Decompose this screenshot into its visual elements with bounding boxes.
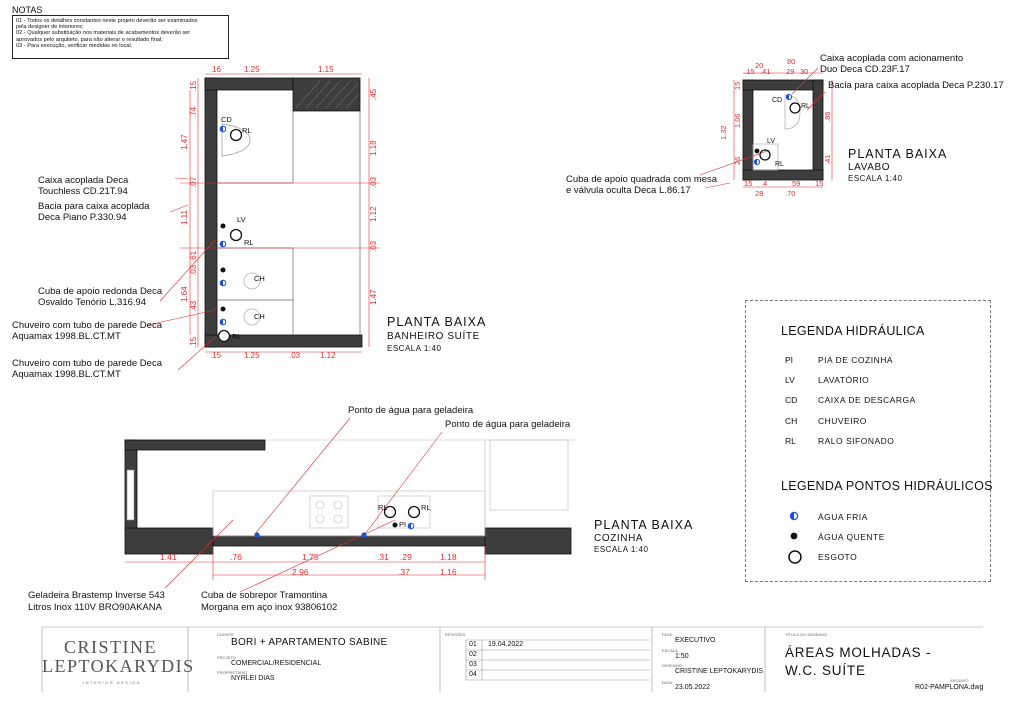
cliente-value: BORI + APARTAMENTO SABINE (231, 637, 388, 648)
lavabo-callout: Cuba de apoio quadrada com mesa (566, 174, 718, 185)
bath-dim-left: .61 (189, 250, 198, 262)
desenho-label: DESENHO (662, 663, 682, 668)
kitchen-dim: 2.96 (292, 567, 309, 577)
legend-ponto-label: ÁGUA QUENTE (818, 532, 885, 542)
bath-hydraulic-symbols (219, 126, 242, 341)
esgoto-icon (231, 230, 242, 241)
bath-dim-right: .45 (369, 88, 378, 100)
cliente-label: CLIENTE (217, 632, 234, 637)
kitchen-window (127, 470, 134, 520)
revisao-number: 01 (469, 641, 477, 648)
bath-label-rl: RL (232, 332, 242, 341)
kitchen-dim: .37 (398, 567, 410, 577)
lavabo-dim-left: 1.32 (719, 125, 728, 140)
escala-label: ESCALA (662, 648, 678, 653)
bath-dim-right: 1.18 (369, 140, 378, 156)
revisao-date: 19.04.2022 (488, 641, 524, 648)
note-line: 02 - Qualquer substituição nos materiais de acabamentos deverão ser (16, 30, 191, 37)
kitchen-dim: 1.41 (160, 552, 177, 562)
lavabo-label-rl: RL (775, 161, 784, 168)
lavabo-dim-top: 30 (800, 67, 809, 76)
bath-dim-left: .43 (189, 300, 198, 312)
fase-value: EXECUTIVO (675, 637, 716, 644)
note-line: 01 - Todos os detalhes constantes neste projeto deverão ser examinados (16, 18, 198, 24)
kitchen-plan (125, 418, 575, 592)
bath-callout: Chuveiro com tubo de parede Deca (12, 358, 162, 369)
esgoto-icon (409, 507, 420, 518)
lavabo-wall-left (743, 80, 753, 180)
data-value: 23.05.2022 (675, 684, 711, 691)
bath-label-ch: CH (254, 312, 265, 321)
lavabo-plan-subtitle: LAVABO (848, 162, 891, 173)
lavabo-dim-bottom: 28 (755, 189, 764, 198)
lavabo-plan-scale: ESCALA 1:40 (848, 174, 903, 183)
legend-code: CH (785, 416, 798, 426)
bath-label-rl: RL (242, 126, 252, 135)
lavabo-dim-right: .41 (823, 154, 832, 165)
lavabo-dim-top: .15 (744, 67, 755, 76)
kitchen-wall-bottom-left (125, 528, 213, 554)
bath-callout: Cuba de apoio redonda Deca (38, 286, 163, 297)
escala-value: 1:50 (675, 653, 689, 660)
bath-dim-bottom: 1.12 (320, 351, 336, 360)
lavabo-callout: e válvula oculta Deca L.86.17 (566, 185, 691, 196)
esgoto-icon (790, 103, 800, 113)
legend-code: CD (785, 395, 798, 405)
revisao-number: 04 (469, 671, 477, 678)
proprietario-label: PROPRIETÁRIO (217, 670, 248, 675)
legend-label: LAVATÓRIO (818, 375, 870, 385)
kitchen-callout: Geladeira Brastemp Inverse 543 (28, 590, 165, 601)
legend-pontos-title: LEGENDA PONTOS HIDRÁULICOS (781, 479, 993, 493)
agua-quente-icon (221, 307, 226, 312)
bath-plan-scale: ESCALA 1:40 (387, 344, 442, 353)
lavabo-label-cd: CD (772, 97, 783, 104)
kitchen-label-rl: RL (378, 503, 388, 512)
lavabo-callout: Caixa acoplada com acionamento (820, 53, 964, 64)
bath-dim-right: 1.47 (369, 289, 378, 305)
kitchen-wall-top (125, 440, 265, 450)
note-line: aprovados pelo arquiteto, para não alterar o resultado final; (16, 36, 163, 43)
bath-dim-bottom: .15 (210, 351, 222, 360)
bath-wall-block (293, 78, 360, 111)
bath-dim-top: 1.25 (244, 65, 260, 74)
lavabo-dim-bottom: 15 (744, 179, 753, 188)
kitchen-callout: Cuba de sobrepor Tramontina (201, 590, 328, 601)
bath-label-cd: CD (221, 115, 232, 124)
lavabo-dim-bottom: .70 (785, 189, 796, 198)
kitchen-callout: Litros Inox 110V BRO90AKANA (28, 602, 162, 613)
bath-plan-subtitle: BANHEIRO SUÍTE (387, 331, 480, 342)
desenho-value: CRISTINE LEPTOKARYDIS (675, 668, 764, 675)
kitchen-label-pi: PI (399, 520, 407, 529)
titulo-line2: W.C. SUÍTE (785, 663, 866, 678)
bath-dim-left: 1.47 (180, 134, 189, 150)
bath-wall-left (205, 78, 217, 347)
kitchen-dim: 1.75 (302, 552, 319, 562)
legend-label: CHUVEIRO (818, 416, 867, 426)
agua-quente-icon (221, 268, 226, 273)
bath-plan-title: PLANTA BAIXA (387, 315, 487, 329)
bath-dim-left: .03 (189, 264, 198, 276)
lavabo-dim-top: 20 (755, 61, 764, 70)
logo-line2: LEPTOKARYDIS (42, 656, 195, 676)
kitchen-plan-subtitle: COZINHA (594, 533, 644, 544)
titulo-line1: ÁREAS MOLHADAS - (785, 645, 932, 660)
bath-callout: Touchless CD.21T.94 (38, 186, 128, 197)
kitchen-callout: Ponto de água para geladeira (445, 419, 571, 430)
projeto-value: COMERCIAL/RESIDENCIAL (231, 660, 322, 667)
agua-quente-icon (221, 224, 226, 229)
bath-dim-right: 1.12 (369, 206, 378, 222)
bath-dim-left: .07 (189, 176, 198, 188)
note-line: 03 - Para execução, verificar medidas no local. (16, 42, 133, 49)
lavabo-wall-bottom (743, 170, 823, 180)
lavabo-dim-bottom: 59 (792, 179, 801, 188)
kitchen-dim: 1.16 (440, 567, 457, 577)
bath-dim-left: .74 (189, 106, 198, 118)
kitchen-plan-scale: ESCALA 1:40 (594, 545, 649, 554)
legend-ponto-label: ÁGUA FRIA (818, 512, 868, 522)
lavabo-dim-bottom: 4 (763, 179, 768, 188)
lavabo-dim-top: 80 (787, 57, 796, 66)
notes-title: NOTAS (12, 5, 43, 15)
bath-callout: Caixa acoplada Deca (38, 175, 129, 186)
kitchen-label-rl: RL (421, 503, 431, 512)
esgoto-icon (231, 130, 242, 141)
logo-line1: CRISTINE (64, 637, 157, 657)
bath-dim-right: .03 (369, 176, 378, 188)
kitchen-callout: Ponto de água para geladeira (348, 405, 474, 416)
bath-callout: Aquamax 1998.BL.CT.MT (12, 331, 121, 342)
lavabo-plan (700, 57, 832, 198)
lavabo-callout: Bacia para caixa acoplada Deca P.230.17 (828, 80, 1004, 91)
lavabo-dim-top: 29 (786, 67, 795, 76)
lavabo-dim-right: .86 (823, 111, 832, 122)
kitchen-callout: Morgana em aço inox 93806102 (201, 602, 338, 613)
bath-callout: Osvaldo Tenório L.316.94 (38, 297, 147, 308)
bath-dim-bottom: .03 (289, 351, 301, 360)
legend-code: RL (785, 436, 796, 446)
agua-quente-icon (393, 523, 398, 528)
lavabo-label-lv: LV (767, 138, 776, 145)
note-line: pela designer de interiores; (16, 24, 84, 31)
lavabo-dim-left: 15 (733, 81, 742, 90)
bath-label-lv: LV (237, 215, 246, 224)
bath-dim-top: 16 (212, 65, 221, 74)
bath-dim-left: .15 (189, 80, 198, 92)
bath-dim-left: .15 (189, 336, 198, 348)
titulo-label: TÍTULO DO DESENHO (785, 632, 828, 637)
arquivo-label: ARQUIVO (950, 678, 969, 683)
kitchen-plan-title: PLANTA BAIXA (594, 518, 694, 532)
bath-dim-top: 1.15 (318, 65, 334, 74)
lavabo-wall-top (743, 80, 823, 90)
bath-dim-bottom: 1.25 (244, 351, 260, 360)
agua-fria-icon (361, 532, 366, 537)
proprietario-value: NYRLEI DIAS (231, 675, 275, 682)
lavabo-label-rl: RL (801, 103, 810, 110)
lavabo-dim-bottom: 15 (815, 179, 824, 188)
kitchen-dim: 1.18 (440, 552, 457, 562)
bath-callout: Aquamax 1998.BL.CT.MT (12, 369, 121, 380)
bath-label-rl: RL (244, 238, 254, 247)
lavabo-dim-left: 26 (733, 156, 742, 165)
bath-callout: Bacia para caixa acoplada (38, 201, 150, 212)
legend-label: RALO SIFONADO (818, 436, 895, 446)
arquivo-value: R02-PAMPLONA.dwg (915, 684, 984, 691)
kitchen-dim: .29 (400, 552, 412, 562)
projeto-label: PROJETO (217, 655, 236, 660)
bath-callout: Deca Piano P.330.94 (38, 212, 127, 223)
agua-fria-icon (254, 532, 259, 537)
legend-code: PI (785, 355, 794, 365)
data-label: DATA (662, 680, 673, 685)
fase-label: FASE (662, 632, 673, 637)
kitchen-dim: .76 (230, 552, 242, 562)
legend-hidraulica-title: LEGENDA HIDRÁULICA (781, 324, 925, 338)
lavabo-dim-left: 1.06 (733, 113, 742, 128)
kitchen-wall-bottom-right (485, 528, 571, 554)
lavabo-wall-right (813, 80, 823, 180)
bath-wall-top (205, 78, 293, 90)
legend-label: PIA DE COZINHA (818, 355, 894, 365)
bath-label-ch: CH (254, 274, 265, 283)
agua-quente-icon (755, 149, 760, 154)
bath-callout: Chuveiro com tubo de parede Deca (12, 320, 162, 331)
logo-line3: INTERIOR DESIGN (83, 680, 142, 685)
bath-dim-left: 1.64 (180, 286, 189, 302)
bath-dim-left: 1.11 (180, 210, 189, 225)
legend-ponto-label: ESGOTO (818, 552, 858, 562)
lavabo-dim-top: .41 (760, 67, 771, 76)
esgoto-icon (219, 331, 230, 342)
lavabo-plan-title: PLANTA BAIXA (848, 147, 948, 161)
lavabo-callout: Duo Deca CD.23F.17 (820, 64, 910, 75)
bathroom-plan (148, 65, 380, 370)
kitchen-dim: .31 (377, 552, 389, 562)
bath-dim-right: .03 (369, 240, 378, 252)
legend-label: CAIXA DE DESCARGA (818, 395, 916, 405)
kitchen-wall-bottom (213, 536, 485, 546)
revisao-number: 02 (469, 651, 477, 658)
revisao-number: 03 (469, 661, 477, 668)
legend-code: LV (785, 375, 795, 385)
revisoes-label: REVISÕES (445, 632, 466, 637)
